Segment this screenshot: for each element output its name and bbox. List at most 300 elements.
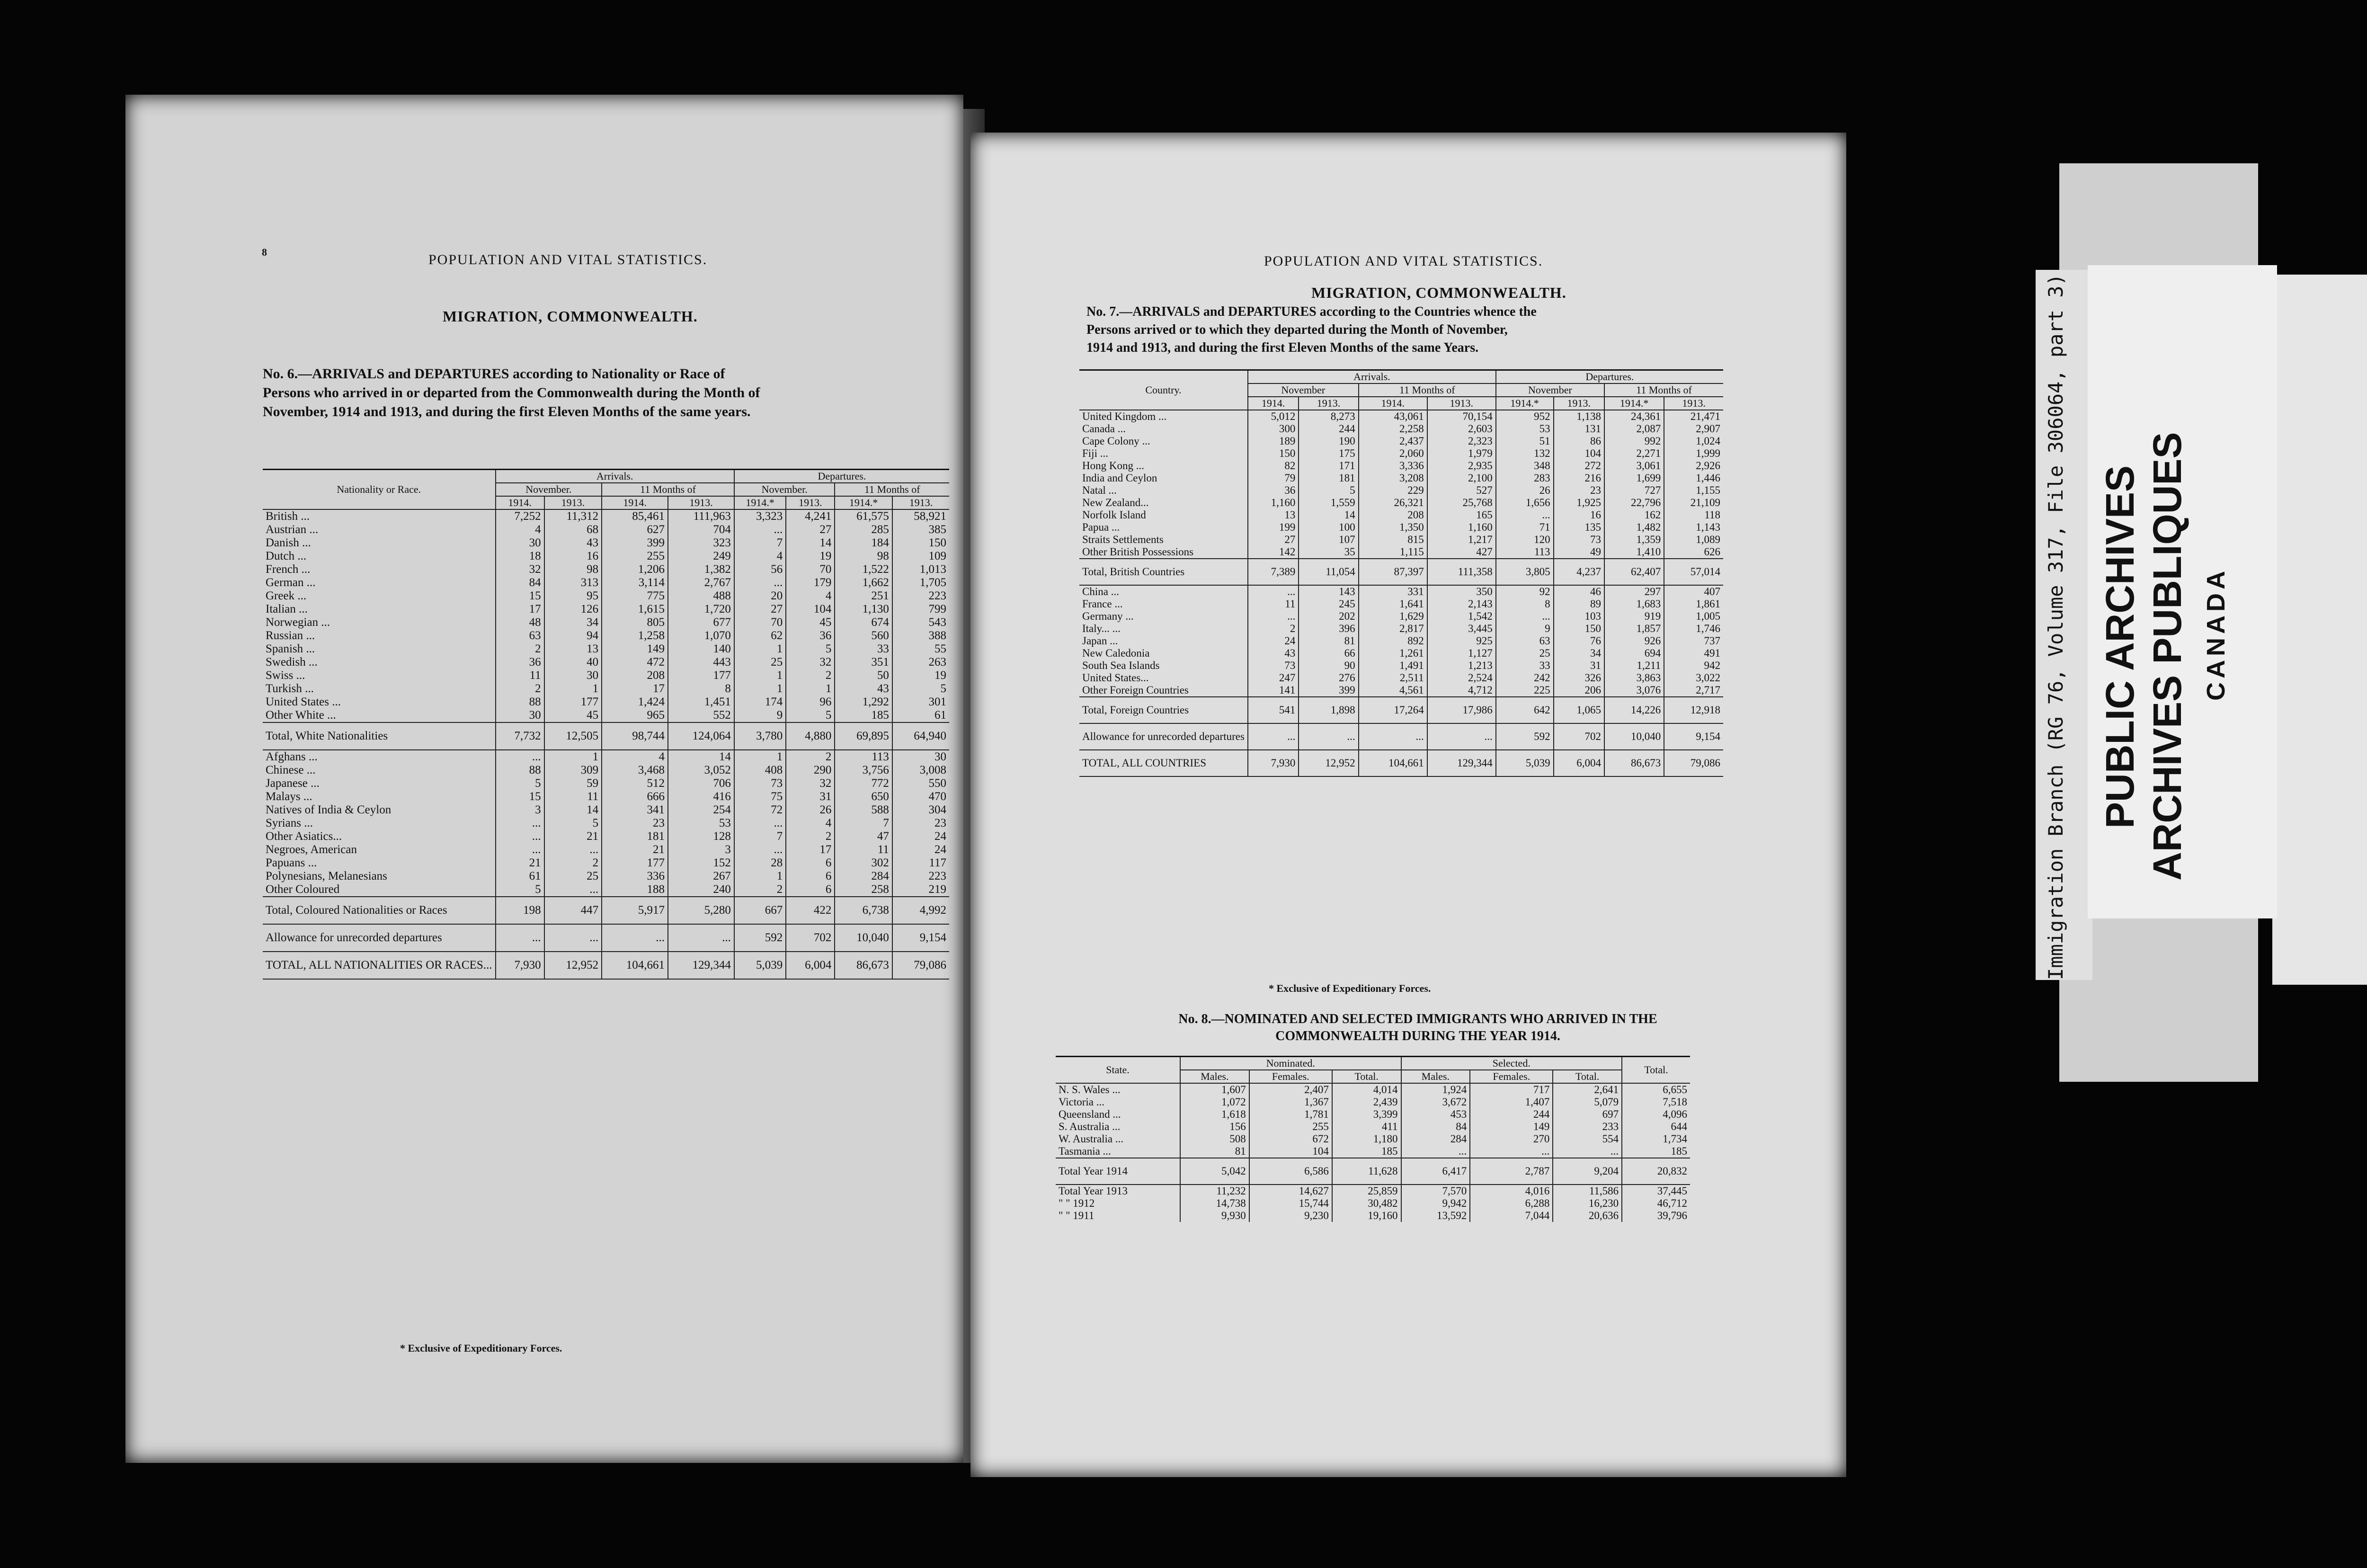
females-header: Females. — [1470, 1070, 1553, 1083]
total-row — [1079, 559, 1723, 585]
cell-value: 206 — [1554, 684, 1604, 697]
cell-value: 34 — [544, 616, 602, 629]
table-row — [263, 750, 949, 764]
table-row — [263, 709, 949, 722]
cell-value: 385 — [892, 523, 949, 536]
cell-value: 229 — [1359, 484, 1427, 497]
cell-value: 21,109 — [1664, 497, 1723, 509]
cell-value: 11 — [1248, 598, 1299, 610]
total-foreign-row — [1079, 697, 1723, 723]
state-header: State. — [1056, 1057, 1180, 1084]
cell-value: 4 — [496, 523, 544, 536]
table-row — [1056, 1121, 1690, 1133]
cell-value: 7,252 — [496, 509, 544, 523]
cell-value: 24 — [892, 830, 949, 843]
cell-value: 165 — [1427, 509, 1496, 521]
table-row — [1079, 423, 1723, 435]
cell-value: 113 — [1496, 546, 1554, 559]
cell-value: 302 — [835, 856, 892, 870]
cell-value: 1,705 — [892, 576, 949, 589]
row-label: German ... — [266, 576, 316, 589]
table-row — [1079, 610, 1723, 623]
total-row — [263, 722, 949, 750]
cell-value: 1,261 — [1359, 647, 1427, 659]
cell-value: 5,039 — [734, 952, 786, 979]
cell-value: 20 — [734, 589, 786, 603]
cell-value: 2,935 — [1427, 460, 1496, 472]
cell-value: 3,114 — [602, 576, 668, 589]
cell-value: 208 — [602, 669, 668, 682]
cell-value: 284 — [835, 870, 892, 883]
table-row — [1079, 659, 1723, 672]
table-row — [1079, 521, 1723, 534]
table-row — [1056, 1210, 1690, 1222]
cell-value: 27 — [1248, 534, 1299, 546]
cell-value: 2,817 — [1359, 623, 1427, 635]
cell-value: ... — [544, 843, 602, 856]
cell-value: 1,024 — [1664, 435, 1723, 447]
cell-value: 5,280 — [668, 897, 734, 924]
cell-value: 258 — [835, 883, 892, 897]
table-row — [263, 870, 949, 883]
cell-value: 10,040 — [1604, 723, 1664, 750]
year-header: 1913. — [1299, 397, 1358, 410]
cell-value: ... — [734, 817, 786, 830]
cell-value: 11 — [496, 669, 544, 682]
cell-value: 36 — [496, 656, 544, 669]
row-label: S. Australia ... — [1059, 1121, 1121, 1132]
cell-value: 588 — [835, 803, 892, 817]
cell-value: 453 — [1401, 1108, 1470, 1121]
table-row — [263, 550, 949, 563]
cell-value: 552 — [668, 709, 734, 722]
cell-value: 1,115 — [1359, 546, 1427, 559]
cell-value: 9,930 — [1180, 1210, 1249, 1222]
cell-value: 627 — [602, 523, 668, 536]
cell-value: 2,258 — [1359, 423, 1427, 435]
table-row — [263, 616, 949, 629]
row-label: Italian ... — [266, 603, 308, 615]
table-row — [1056, 1133, 1690, 1145]
cell-value: 33 — [1496, 659, 1554, 672]
row-label: United States... — [1082, 672, 1149, 684]
row-label: " " 1911 — [1059, 1210, 1095, 1221]
row-label: Other White ... — [266, 709, 336, 722]
cell-value: 2 — [1248, 623, 1299, 635]
cell-value: 952 — [1496, 410, 1554, 423]
cell-value: 185 — [835, 709, 892, 722]
cell-value: 284 — [1401, 1133, 1470, 1145]
cell-value: 50 — [835, 669, 892, 682]
cell-value: 128 — [668, 830, 734, 843]
cell-value: 2,717 — [1664, 684, 1723, 697]
cell-value: 16 — [1554, 509, 1604, 521]
cell-value: 443 — [668, 656, 734, 669]
cell-value: 1,424 — [602, 695, 668, 709]
row-label: China ... — [1082, 586, 1119, 597]
total-header: Total. — [1622, 1057, 1690, 1084]
cell-value: ... — [1427, 723, 1496, 750]
row-label: India and Ceylon — [1082, 472, 1157, 484]
table-row — [1079, 484, 1723, 497]
row-label: Germany ... — [1082, 610, 1134, 622]
eleven-months-header: 11 Months of — [835, 483, 949, 496]
cell-value: 95 — [544, 589, 602, 603]
cell-value: 15 — [496, 790, 544, 803]
table-row — [263, 523, 949, 536]
total-row — [1056, 1158, 1690, 1185]
cell-value: 88 — [496, 695, 544, 709]
cell-value: 285 — [835, 523, 892, 536]
cell-value: 30 — [496, 709, 544, 722]
cell-value: 926 — [1604, 635, 1664, 647]
cell-value: 336 — [602, 870, 668, 883]
cell-value: 416 — [668, 790, 734, 803]
cell-value: 6,738 — [835, 897, 892, 924]
cell-value: 202 — [1299, 610, 1358, 623]
cell-value: 11,586 — [1553, 1185, 1622, 1197]
row-label: New Caledonia — [1082, 647, 1150, 659]
cell-value: 111,963 — [668, 509, 734, 523]
row-label: Tasmania ... — [1059, 1145, 1111, 1157]
cell-value: 162 — [1604, 509, 1664, 521]
foreign-rows — [1079, 585, 1723, 697]
year-header: 1913. — [1427, 397, 1496, 410]
cell-value: 2,926 — [1664, 460, 1723, 472]
cell-value: 149 — [1470, 1121, 1553, 1133]
total-coloured-row — [263, 897, 949, 924]
cell-value: 626 — [1664, 546, 1723, 559]
cell-value: 1,781 — [1249, 1108, 1332, 1121]
cell-value: ... — [496, 843, 544, 856]
cell-value: 7,518 — [1622, 1096, 1690, 1108]
cell-value: 156 — [1180, 1121, 1249, 1133]
cell-value: 30 — [496, 536, 544, 550]
cell-value: 2 — [786, 830, 835, 843]
row-label: Total Year 1913 — [1059, 1185, 1128, 1197]
cell-value: 2 — [786, 750, 835, 764]
cell-value: 6 — [786, 856, 835, 870]
archive-reference-text: Immigration Branch (RG 76, Volume 317, File 306064, part 3) — [2044, 274, 2067, 980]
row-label: Malays ... — [266, 790, 312, 803]
cell-value: 28 — [734, 856, 786, 870]
cell-value: 965 — [602, 709, 668, 722]
cell-value: 9,154 — [892, 924, 949, 952]
eleven-months-header: 11 Months of — [602, 483, 734, 496]
table-row — [263, 695, 949, 709]
row-label: Fiji ... — [1082, 447, 1108, 459]
cell-value: 109 — [892, 550, 949, 563]
cell-value: 23 — [892, 817, 949, 830]
cell-value: 4,880 — [786, 722, 835, 750]
cell-value: 79,086 — [892, 952, 949, 979]
table-row — [1079, 585, 1723, 598]
cell-value: 650 — [835, 790, 892, 803]
cell-value: 1,013 — [892, 563, 949, 576]
cell-value: 3 — [668, 843, 734, 856]
cell-value: 4,014 — [1332, 1083, 1401, 1096]
cell-value: 2 — [496, 682, 544, 695]
cell-value: 43 — [1248, 647, 1299, 659]
cell-value: 23 — [602, 817, 668, 830]
year-header: 1913. — [668, 496, 734, 509]
total-row — [1079, 697, 1723, 723]
row-label: W. Australia ... — [1059, 1133, 1124, 1145]
cell-value: 21 — [496, 856, 544, 870]
table-row — [263, 790, 949, 803]
cell-value: 1,206 — [602, 563, 668, 576]
cell-value: 407 — [1664, 585, 1723, 598]
cell-value: 399 — [1299, 684, 1358, 697]
cell-value: 244 — [1299, 423, 1358, 435]
cell-value: 5,917 — [602, 897, 668, 924]
stub-header: Country. — [1079, 370, 1248, 410]
cell-value: 4,241 — [786, 509, 835, 523]
cell-value: ... — [1496, 509, 1554, 521]
cell-value: 297 — [1604, 585, 1664, 598]
cell-value: 69,895 — [835, 722, 892, 750]
cell-value: 2,641 — [1553, 1083, 1622, 1096]
cell-value: 14 — [544, 803, 602, 817]
row-label: Japanese ... — [266, 777, 320, 790]
cell-value: 49 — [1554, 546, 1604, 559]
row-label: Other Coloured — [266, 883, 340, 896]
cell-value: 98 — [835, 550, 892, 563]
cell-value: 14 — [668, 750, 734, 764]
cell-value: 512 — [602, 777, 668, 790]
cell-value: 223 — [892, 589, 949, 603]
cell-value: 4 — [602, 750, 668, 764]
grand-total-row — [263, 952, 949, 979]
cell-value: 76 — [1554, 635, 1604, 647]
section-title: MIGRATION, COMMONWEALTH. — [1311, 284, 1566, 301]
cell-value: 1,683 — [1604, 598, 1664, 610]
cell-value: 694 — [1604, 647, 1664, 659]
cell-value: 331 — [1359, 585, 1427, 598]
cell-value: 2 — [734, 883, 786, 897]
eleven-months-header: 11 Months of — [1604, 383, 1723, 397]
cell-value: 2,323 — [1427, 435, 1496, 447]
cell-value: 141 — [1248, 684, 1299, 697]
cell-value: 1,979 — [1427, 447, 1496, 460]
cell-value: 177 — [668, 669, 734, 682]
table-row — [263, 883, 949, 897]
cell-value: 1,720 — [668, 603, 734, 616]
cell-value: 4 — [786, 817, 835, 830]
cell-value: 64,940 — [892, 722, 949, 750]
cell-value: 19 — [786, 550, 835, 563]
cell-value: 491 — [1664, 647, 1723, 659]
total-white-row — [263, 722, 949, 750]
cell-value: 13,592 — [1401, 1210, 1470, 1222]
cell-value: ... — [496, 924, 544, 952]
cell-value: 9,204 — [1553, 1158, 1622, 1185]
selected-header: Selected. — [1401, 1057, 1622, 1070]
cell-value: 24 — [892, 843, 949, 856]
cell-value: 45 — [544, 709, 602, 722]
table-row — [263, 669, 949, 682]
cell-value: 36 — [1248, 484, 1299, 497]
cell-value: 4,237 — [1554, 559, 1604, 585]
country-table — [1079, 369, 1723, 777]
cell-value: 1,857 — [1604, 623, 1664, 635]
cell-value: 727 — [1604, 484, 1664, 497]
cell-value: 27 — [734, 603, 786, 616]
table-row — [1079, 460, 1723, 472]
cell-value: 188 — [602, 883, 668, 897]
cell-value: 1,211 — [1604, 659, 1664, 672]
cell-value: 30,482 — [1332, 1197, 1401, 1210]
table-row — [263, 817, 949, 830]
cell-value: 20,636 — [1553, 1210, 1622, 1222]
cell-value: 6,288 — [1470, 1197, 1553, 1210]
table-row — [1079, 684, 1723, 697]
cell-value: 3,863 — [1604, 672, 1664, 684]
table-caption — [263, 365, 982, 421]
cell-value: 1,213 — [1427, 659, 1496, 672]
cell-value: 7,930 — [496, 952, 544, 979]
page-number: 8 — [262, 246, 267, 258]
cell-value: 1,999 — [1664, 447, 1723, 460]
cell-value: 1,160 — [1248, 497, 1299, 509]
cell-value: 2,603 — [1427, 423, 1496, 435]
cell-value: 1,160 — [1427, 521, 1496, 534]
row-label: South Sea Islands — [1082, 659, 1160, 671]
cell-value: 43,061 — [1359, 410, 1427, 423]
row-label: Other Asiatics... — [266, 830, 342, 843]
cell-value: 89 — [1554, 598, 1604, 610]
departures-header: Departures. — [1496, 370, 1723, 384]
cell-value: 7 — [835, 817, 892, 830]
cell-value: 1,898 — [1299, 697, 1358, 723]
cell-value: 642 — [1496, 697, 1554, 723]
cell-value: 14 — [786, 536, 835, 550]
cell-value: 247 — [1248, 672, 1299, 684]
cell-value: 150 — [892, 536, 949, 550]
cell-value: ... — [1248, 610, 1299, 623]
row-label: Other British Possessions — [1082, 546, 1194, 558]
cell-value: 1,138 — [1554, 410, 1604, 423]
cell-value: 6,004 — [786, 952, 835, 979]
cell-value: 53 — [668, 817, 734, 830]
cell-value: 55 — [892, 642, 949, 656]
row-label: Allowance for unrecorded departures — [263, 924, 496, 952]
cell-value: 61 — [892, 709, 949, 722]
archive-stamp-line2: ARCHIVES PUBLIQUES — [2145, 432, 2189, 881]
total-row — [263, 897, 949, 924]
table-row — [263, 656, 949, 669]
cell-value: 1 — [734, 642, 786, 656]
cell-value: 96 — [786, 695, 835, 709]
cell-value: 19 — [892, 669, 949, 682]
cell-value: 43 — [835, 682, 892, 695]
table-row — [1079, 447, 1723, 460]
cell-value: 1,143 — [1664, 521, 1723, 534]
row-label: Austrian ... — [266, 523, 319, 536]
cell-value: 244 — [1470, 1108, 1553, 1121]
row-label: Chinese ... — [266, 764, 316, 776]
cell-value: ... — [496, 817, 544, 830]
table-row — [263, 682, 949, 695]
cell-value: 7 — [734, 536, 786, 550]
cell-value: 2 — [544, 856, 602, 870]
cell-value: 219 — [892, 883, 949, 897]
cell-value: 276 — [1299, 672, 1358, 684]
row-label: Straits Settlements — [1082, 534, 1164, 545]
cell-value: 925 — [1427, 635, 1496, 647]
cell-value: 104 — [1554, 447, 1604, 460]
table-row — [263, 830, 949, 843]
year-header: 1913. — [1664, 397, 1723, 410]
year-header: 1914.* — [835, 496, 892, 509]
cell-value: 61 — [496, 870, 544, 883]
running-head: POPULATION AND VITAL STATISTICS. — [428, 252, 708, 267]
cell-value: 2,087 — [1604, 423, 1664, 435]
cell-value: 177 — [602, 856, 668, 870]
cell-value: 4,992 — [892, 897, 949, 924]
cell-value: 81 — [1180, 1145, 1249, 1158]
cell-value: 12,505 — [544, 722, 602, 750]
cell-value: 1,407 — [1470, 1096, 1553, 1108]
cell-value: 118 — [1664, 509, 1723, 521]
row-label: New Zealand... — [1082, 497, 1149, 508]
cell-value: 3,780 — [734, 722, 786, 750]
cell-value: 179 — [786, 576, 835, 589]
cell-value: 1,925 — [1554, 497, 1604, 509]
cell-value: 470 — [892, 790, 949, 803]
table-row — [1056, 1185, 1690, 1197]
cell-value: 323 — [668, 536, 734, 550]
cell-value: 66 — [1299, 647, 1358, 659]
table8-caption — [1086, 1011, 1749, 1045]
cell-value: 313 — [544, 576, 602, 589]
cell-value: 1,292 — [835, 695, 892, 709]
table-row — [263, 589, 949, 603]
cell-value: 185 — [1332, 1145, 1401, 1158]
cell-value: 87,397 — [1359, 559, 1427, 585]
cell-value: 11,312 — [544, 509, 602, 523]
cell-value: 677 — [668, 616, 734, 629]
row-label: Norfolk Island — [1082, 509, 1146, 521]
cell-value: 73 — [1554, 534, 1604, 546]
cell-value: 14,627 — [1249, 1185, 1332, 1197]
row-label: Swedish ... — [266, 656, 318, 668]
cell-value: 674 — [835, 616, 892, 629]
table-row — [263, 603, 949, 616]
cell-value: 31 — [1554, 659, 1604, 672]
table-row — [263, 563, 949, 576]
cell-value: 1,180 — [1332, 1133, 1401, 1145]
cell-value: 82 — [1248, 460, 1299, 472]
cell-value: 706 — [668, 777, 734, 790]
cell-value: 62,407 — [1604, 559, 1664, 585]
cell-value: 17,986 — [1427, 697, 1496, 723]
cell-value: 1,861 — [1664, 598, 1723, 610]
row-label: Papuans ... — [266, 856, 317, 869]
cell-value: 1,155 — [1664, 484, 1723, 497]
cell-value: 1 — [734, 750, 786, 764]
cell-value: 942 — [1664, 659, 1723, 672]
cell-value: 527 — [1427, 484, 1496, 497]
cell-value: 190 — [1299, 435, 1358, 447]
cell-value: 15 — [496, 589, 544, 603]
footnote: * Exclusive of Expeditionary Forces. — [400, 1342, 562, 1354]
row-label: Russian ... — [266, 629, 315, 642]
cell-value: 88 — [496, 764, 544, 777]
cell-value: 1 — [734, 669, 786, 682]
cell-value: 6,655 — [1622, 1083, 1690, 1096]
cell-value: 104 — [786, 603, 835, 616]
